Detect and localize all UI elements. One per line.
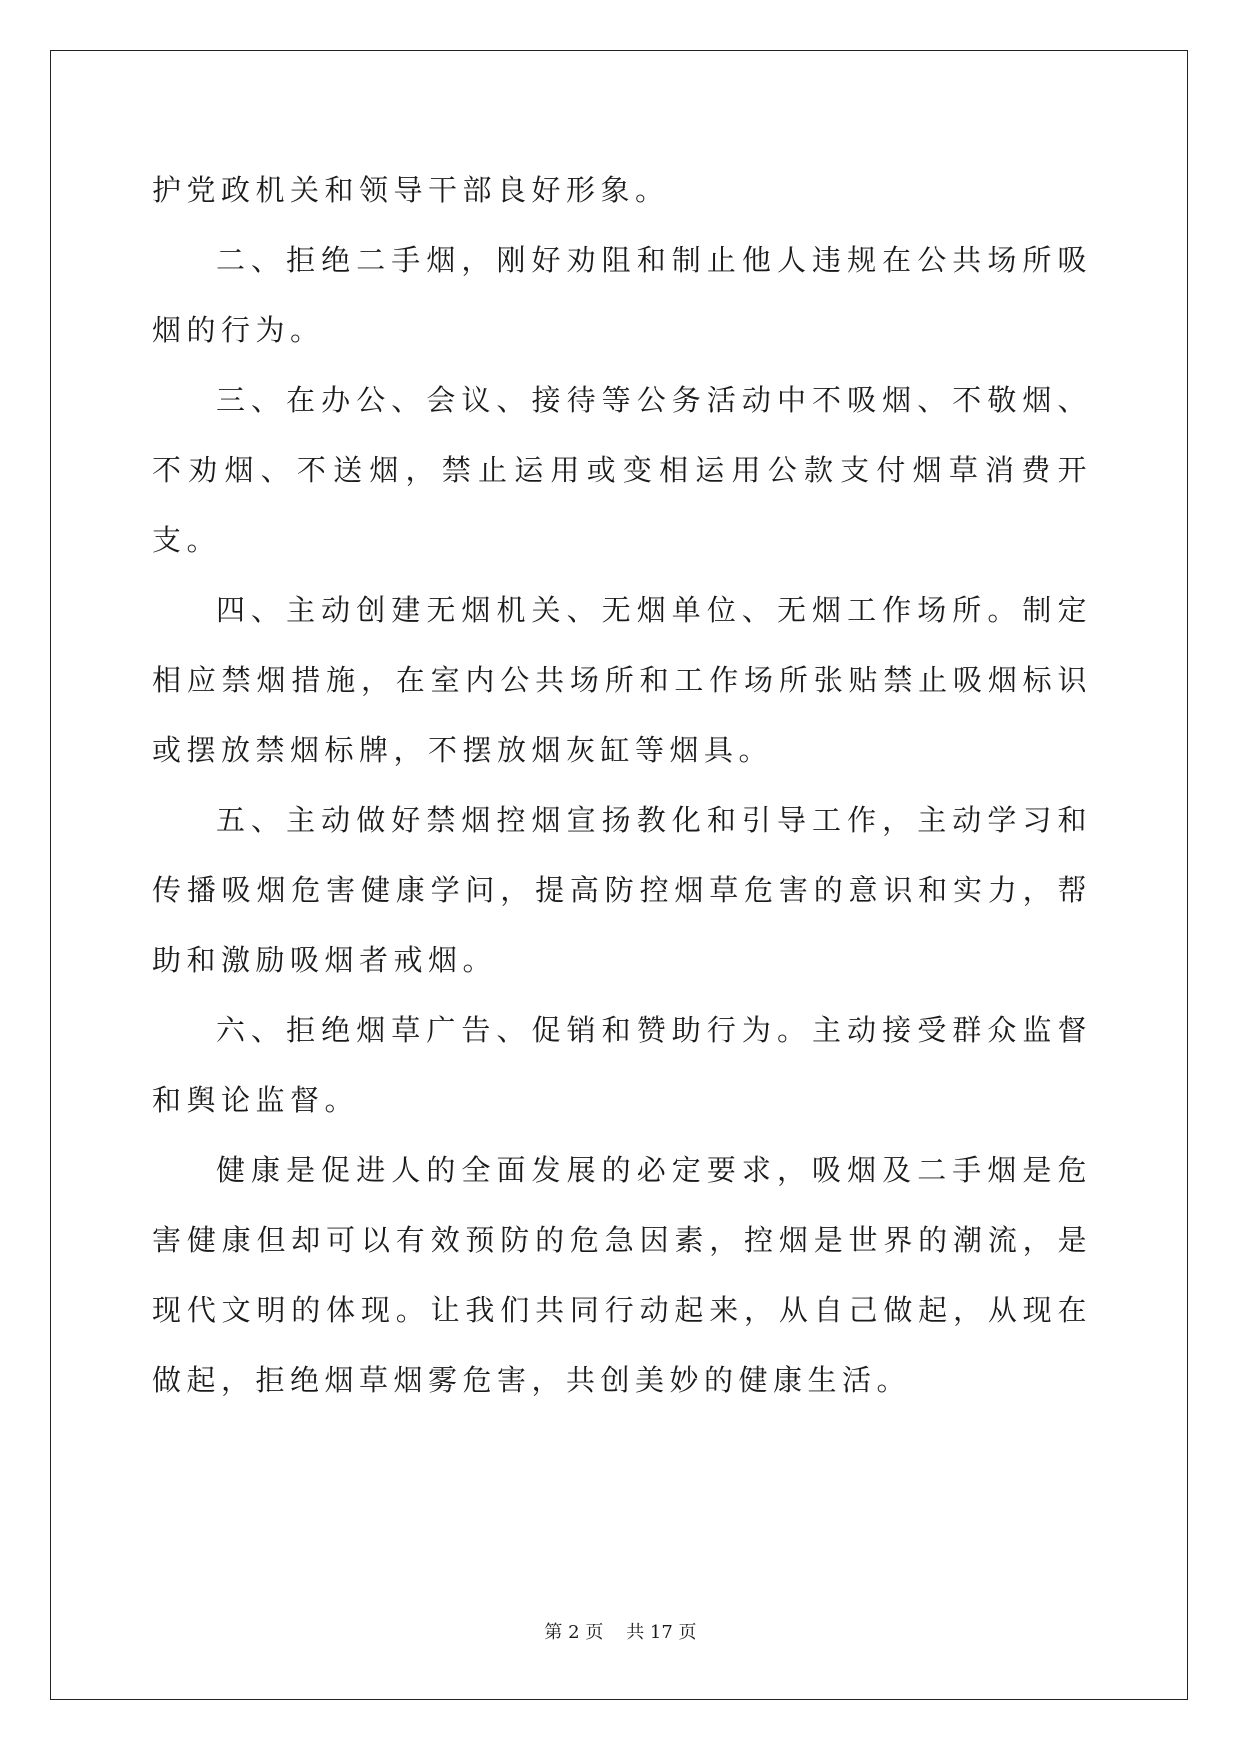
paragraph-4: 四、主动创建无烟机关、无烟单位、无烟工作场所。制定相应禁烟措施，在室内公共场所和工作场所张贴禁止吸烟标识或摆放禁烟标牌，不摆放烟灰缸等烟具。	[152, 593, 1092, 767]
paragraph-1: 护党政机关和领导干部良好形象。	[152, 173, 670, 207]
paragraph-2: 二、拒绝二手烟，刚好劝阻和制止他人违规在公共场所吸烟的行为。	[152, 243, 1092, 347]
page-number-footer: 第 2 页 共 17 页	[544, 1622, 697, 1643]
paragraph-7: 健康是促进人的全面发展的必定要求，吸烟及二手烟是危害健康但却可以有效预防的危急因素，控烟是世界的潮流，是现代文明的体现。让我们共同行动起来，从自己做起，从现在做起，拒绝烟草烟雾危害，共创美妙的健康生活。	[152, 1153, 1092, 1397]
paragraph-6: 六、拒绝烟草广告、促销和赞助行为。主动接受群众监督和舆论监督。	[152, 1013, 1092, 1117]
document-body	[152, 155, 1092, 1415]
paragraph-3: 三、在办公、会议、接待等公务活动中不吸烟、不敬烟、不劝烟、不送烟，禁止运用或变相运用公款支付烟草消费开支。	[152, 383, 1092, 557]
paragraph-5: 五、主动做好禁烟控烟宣扬教化和引导工作，主动学习和传播吸烟危害健康学问，提高防控烟草危害的意识和实力，帮助和激励吸烟者戒烟。	[152, 803, 1092, 977]
